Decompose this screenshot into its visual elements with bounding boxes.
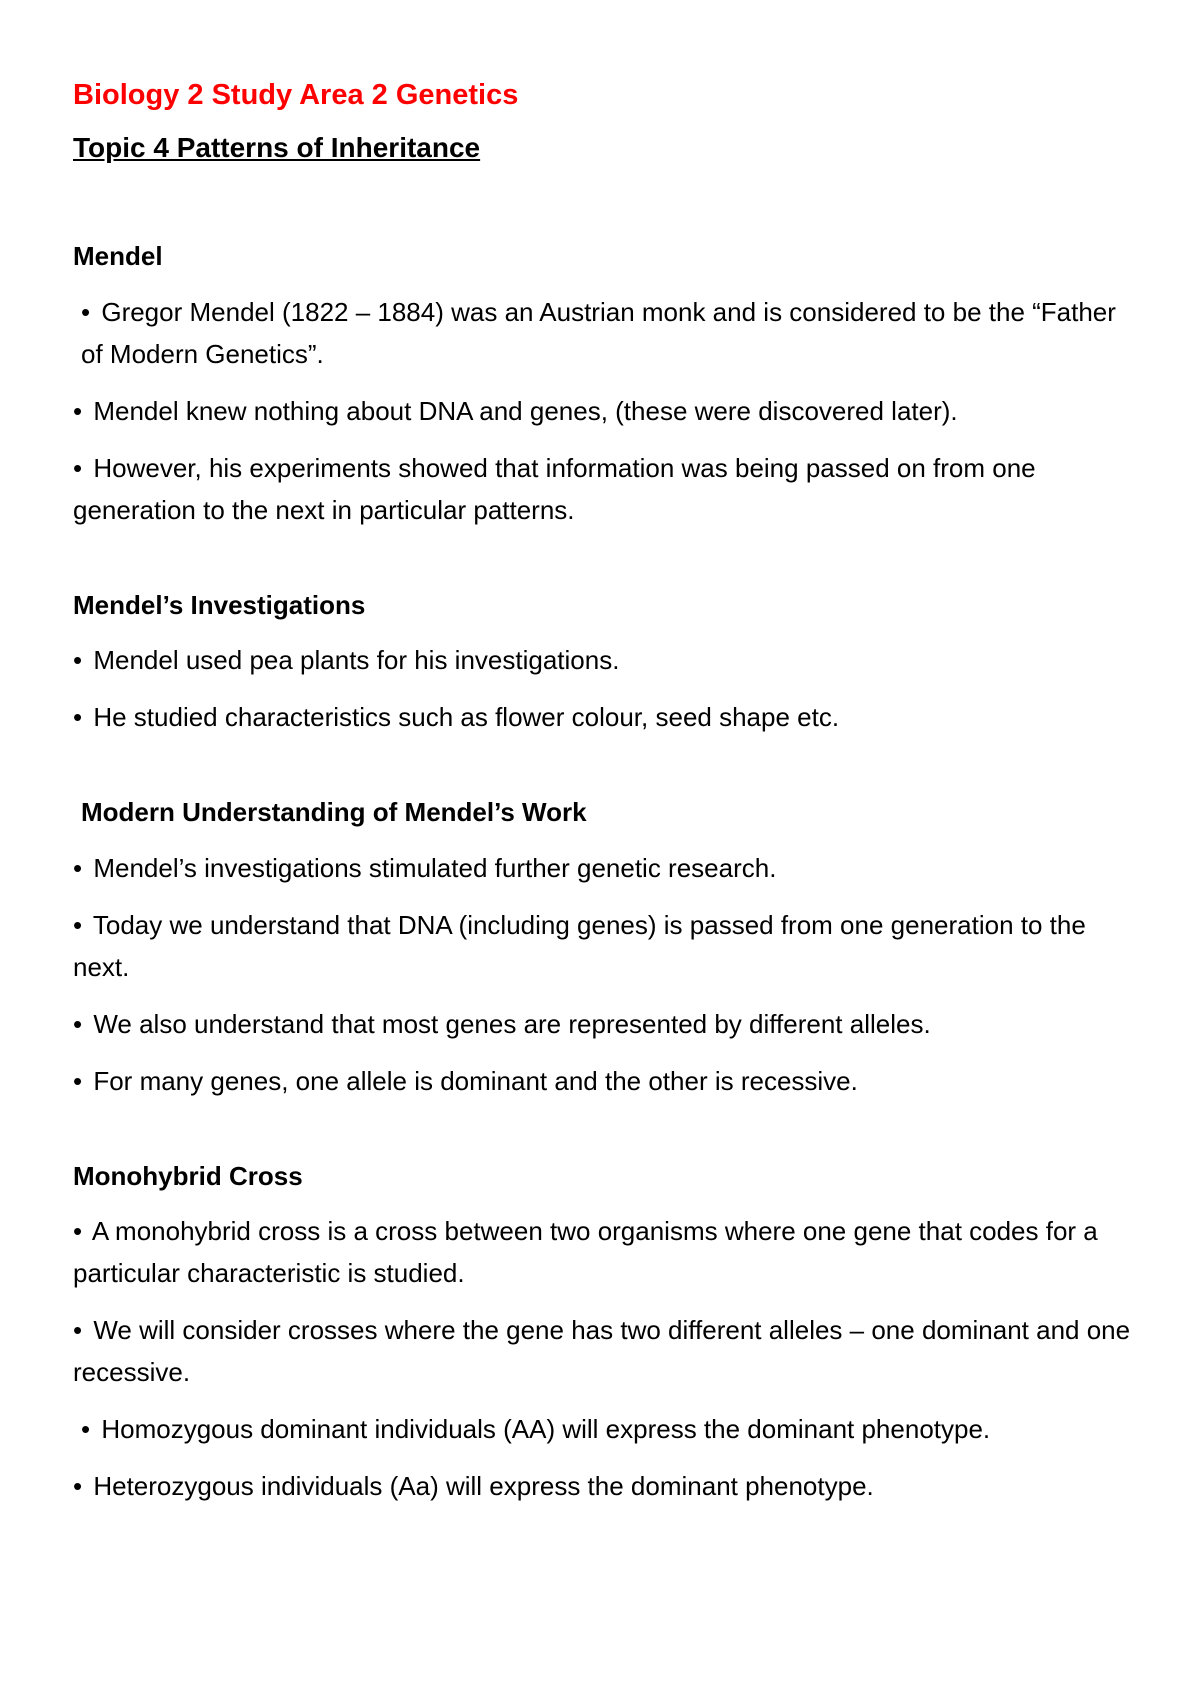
section-heading: Monohybrid Cross (73, 1160, 303, 1191)
bullet-icon: • (73, 1315, 83, 1346)
bullet-item (73, 1465, 1133, 1507)
section-mendel (73, 240, 1133, 531)
bullet-text: Mendel’s investigations stimulated further genetic research. (93, 852, 777, 883)
bullet-text: We also understand that most genes are represented by different alleles. (93, 1008, 931, 1039)
bullet-icon: • (73, 645, 83, 676)
bullet-text: Gregor Mendel (1822 – 1884) was an Austrian monk and is considered to be the “Father of Modern Genetics”. (81, 296, 1116, 369)
bullet-text: For many genes, one allele is dominant and the other is recessive. (93, 1065, 858, 1096)
topic-title: Topic 4 Patterns of Inheritance (73, 131, 481, 163)
section-heading: Mendel (73, 241, 163, 272)
section-modern-understanding (73, 796, 1133, 1102)
bullet-item (73, 1060, 1133, 1102)
bullet-item (73, 904, 1133, 988)
bullet-text: He studied characteristics such as flower colour, seed shape etc. (93, 702, 840, 733)
bullet-item (73, 447, 1133, 531)
section-heading: Mendel’s Investigations (73, 589, 366, 620)
bullet-text: A monohybrid cross is a cross between two organisms where one gene that codes for a particular characteristic is studied. (73, 1216, 1098, 1289)
bullet-icon: • (73, 1008, 83, 1039)
bullet-icon: • (81, 1414, 91, 1445)
bullet-item (73, 1408, 1133, 1450)
bullet-item (73, 1003, 1133, 1045)
bullet-text: However, his experiments showed that information was being passed on from one generation to the next in particular patterns. (73, 452, 1036, 525)
bullet-icon: • (81, 296, 91, 327)
bullet-text: Heterozygous individuals (Aa) will express the dominant phenotype. (93, 1471, 874, 1502)
bullet-item (73, 390, 1133, 432)
bullet-icon: • (73, 1065, 83, 1096)
bullet-icon: • (73, 1216, 83, 1247)
section-mendels-investigations (73, 589, 1133, 739)
bullet-icon: • (73, 909, 83, 940)
bullet-text: Today we understand that DNA (including genes) is passed from one generation to the next. (73, 909, 1086, 982)
bullet-icon: • (73, 452, 83, 483)
bullet-icon: • (73, 395, 83, 426)
bullet-text: Homozygous dominant individuals (AA) will express the dominant phenotype. (101, 1414, 991, 1445)
bullet-item (73, 291, 1133, 375)
section-monohybrid-cross (73, 1160, 1133, 1508)
bullet-item (73, 1309, 1133, 1393)
bullet-item (73, 639, 1133, 681)
section-heading: Modern Understanding of Mendel’s Work (81, 797, 587, 828)
bullet-text: Mendel used pea plants for his investigations. (93, 645, 620, 676)
bullet-text: We will consider crosses where the gene has two different alleles – one dominant and one recessive. (73, 1315, 1131, 1388)
bullet-icon: • (73, 702, 83, 733)
bullet-icon: • (73, 852, 83, 883)
bullet-text: Mendel knew nothing about DNA and genes, (these were discovered later). (93, 395, 958, 426)
bullet-item (73, 696, 1133, 738)
bullet-icon: • (73, 1471, 83, 1502)
document-page (73, 78, 1133, 1522)
document-title: Biology 2 Study Area 2 Genetics (73, 79, 519, 111)
bullet-item (73, 847, 1133, 889)
bullet-item (73, 1210, 1133, 1294)
